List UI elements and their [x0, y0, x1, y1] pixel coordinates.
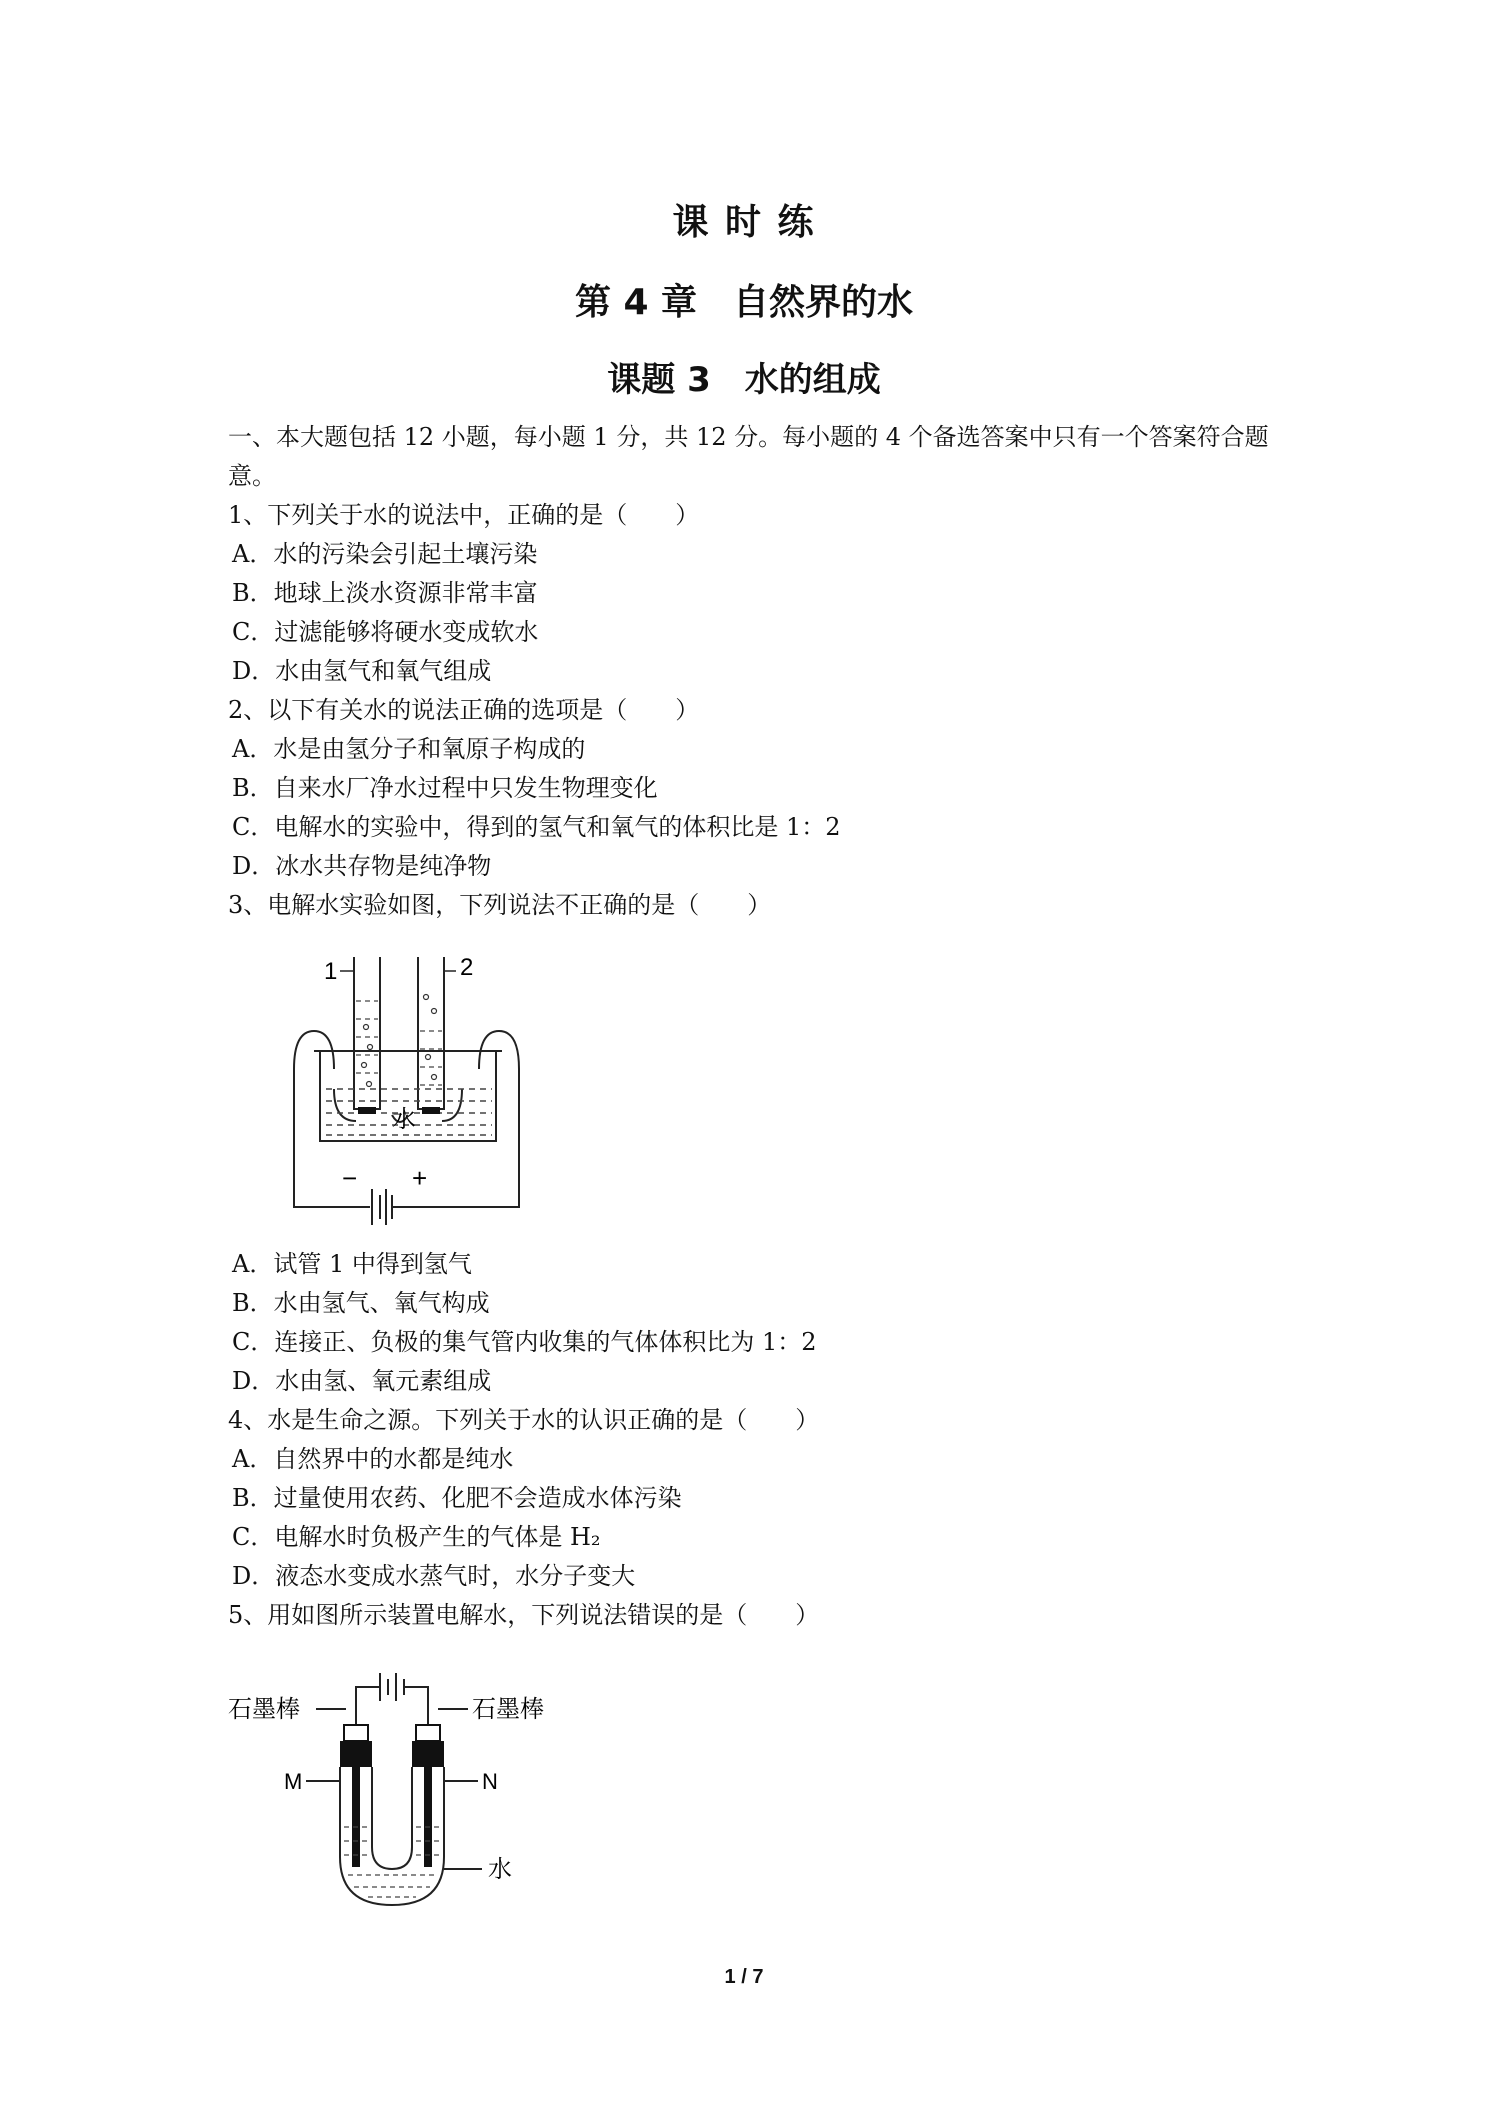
- right-graphite-rod-label: 石墨棒: [472, 1695, 544, 1723]
- tube-2-label: 2: [460, 954, 474, 981]
- question-4: [228, 1401, 1278, 1596]
- option-d: D．水由氢、氧元素组成: [232, 1367, 492, 1395]
- m-label: M: [284, 1769, 303, 1794]
- chapter-title: 第 4 章 自然界的水: [574, 282, 914, 323]
- option-a: A．自然界中的水都是纯水: [232, 1445, 514, 1473]
- u-tube-electrolysis-figure: [228, 1657, 548, 1907]
- option-b: B．自来水厂净水过程中只发生物理变化: [232, 774, 658, 802]
- question-stem: 5、用如图所示装置电解水，下列说法错误的是（ ）: [228, 1601, 820, 1629]
- option-a: A．试管 1 中得到氢气: [232, 1250, 472, 1278]
- option-b: B．地球上淡水资源非常丰富: [232, 579, 538, 607]
- option-a: A．水是由氢分子和氧原子构成的: [232, 735, 586, 763]
- question-3: [228, 886, 1278, 1401]
- question-5: [228, 1596, 1278, 1907]
- water-label: 水: [392, 1105, 416, 1133]
- option-a: A．水的污染会引起土壤污染: [232, 540, 538, 568]
- option-c: C．电解水时负极产生的气体是 H₂: [232, 1523, 601, 1551]
- option-c: C．电解水的实验中，得到的氢气和氧气的体积比是 1：2: [232, 813, 841, 841]
- left-graphite-rod-label: 石墨棒: [228, 1695, 300, 1723]
- water-label: 水: [488, 1855, 512, 1883]
- question-stem: 2、以下有关水的说法正确的选项是（ ）: [228, 696, 700, 724]
- option-d: D．水由氢气和氧气组成: [232, 657, 492, 685]
- option-b: B．过量使用农药、化肥不会造成水体污染: [232, 1484, 682, 1512]
- question-1: [228, 496, 1278, 691]
- question-stem: 4、水是生命之源。下列关于水的认识正确的是（ ）: [228, 1406, 820, 1434]
- page-title: 课 时 练: [672, 202, 816, 243]
- negative-terminal-label: −: [342, 1163, 358, 1193]
- question-stem: 1、下列关于水的说法中，正确的是（ ）: [228, 501, 700, 529]
- tube-1-label: 1: [324, 958, 338, 985]
- option-c: C．过滤能够将硬水变成软水: [232, 618, 539, 646]
- option-d: D．液态水变成水蒸气时，水分子变大: [232, 1562, 636, 1590]
- option-b: B．水由氢气、氧气构成: [232, 1289, 490, 1317]
- worksheet-body: [228, 418, 1278, 1907]
- question-2: [228, 691, 1278, 886]
- option-c: C．连接正、负极的集气管内收集的气体体积比为 1：2: [232, 1328, 817, 1356]
- page-number: 1 / 7: [724, 1966, 764, 1988]
- n-label: N: [482, 1769, 498, 1794]
- question-stem: 3、电解水实验如图，下列说法不正确的是（ ）: [228, 891, 772, 919]
- lesson-title: 课题 3 水的组成: [607, 360, 881, 400]
- positive-terminal-label: +: [412, 1163, 428, 1193]
- option-d: D．冰水共存物是纯净物: [232, 852, 492, 880]
- section-intro: 一、本大题包括 12 小题，每小题 1 分，共 12 分。每小题的 4 个备选答案中只有一个答案符合题意。: [228, 423, 1269, 490]
- electrolysis-apparatus-figure: [274, 939, 544, 1229]
